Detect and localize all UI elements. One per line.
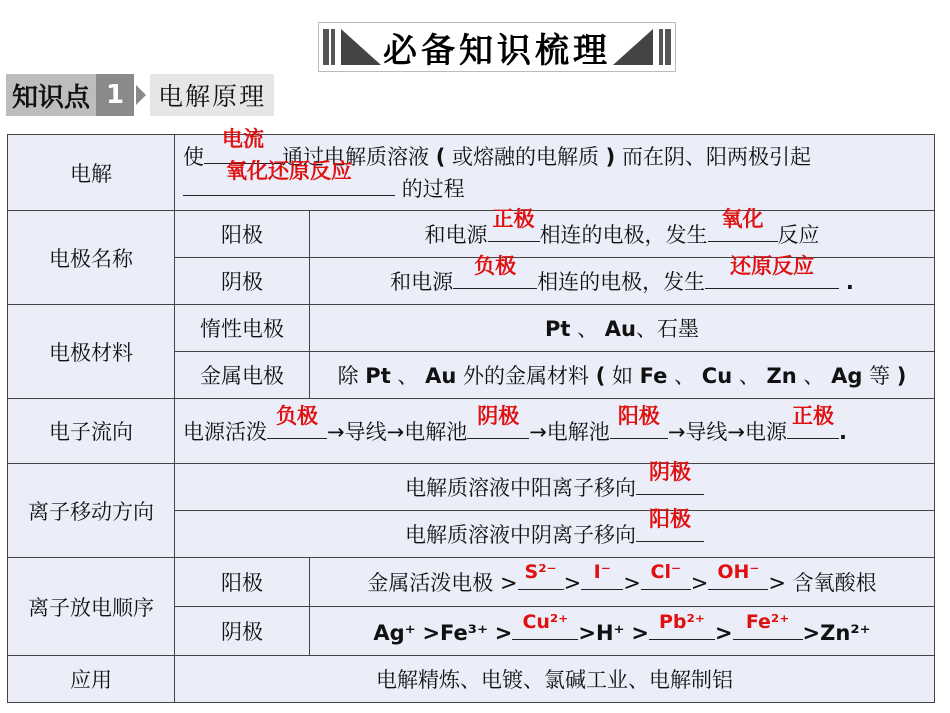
text: > [631, 621, 649, 645]
text: Fe [639, 364, 668, 388]
text: →导线→电源 [667, 420, 788, 444]
answer: 阳极 [617, 404, 660, 428]
text: 和电源 [424, 223, 488, 247]
text: 电解质溶液中阴离子移向 [405, 523, 636, 547]
answer-blank [733, 611, 803, 640]
text: 相连的电极，发生 [539, 223, 708, 247]
banner-title: 必备知识梳理 [383, 30, 611, 71]
answer: 电流 [222, 126, 264, 151]
answer: 阴极 [649, 460, 691, 484]
text: 电源活泼 [183, 420, 267, 444]
text: Au [604, 317, 636, 341]
text: > [563, 571, 582, 595]
text: > [494, 621, 513, 645]
answer: 阳极 [649, 507, 691, 531]
text: 除 [337, 364, 359, 388]
text: Ag⁺ [373, 621, 416, 645]
answer-blank [649, 611, 715, 640]
table-row [8, 305, 935, 352]
answer: Pb²⁺ [658, 611, 705, 633]
banner-right-bar [665, 29, 671, 65]
row-header: 电极名称 [8, 211, 175, 305]
content-cell [310, 607, 935, 656]
kp-label: 知识点 [6, 74, 96, 116]
answer: 负极 [474, 254, 517, 278]
row-header: 电子流向 [8, 399, 175, 464]
content-cell [310, 558, 935, 607]
banner-left-bar [323, 29, 329, 65]
banner-right-triangle [613, 29, 653, 65]
paren: ( [595, 364, 606, 388]
sub-header: 惰性电极 [175, 305, 310, 352]
content-cell [310, 352, 935, 399]
row-header: 离子移动方向 [8, 464, 175, 558]
text: 、 [738, 364, 760, 388]
kp-arrow-icon [136, 85, 146, 105]
answer-blank [581, 561, 623, 590]
period: . [839, 420, 847, 444]
banner-right-bar-thin [659, 29, 663, 65]
banner-left-triangle [341, 29, 381, 65]
answer-blank [488, 207, 540, 242]
answer: 氧化还原反应 [226, 158, 352, 183]
text: Pt [544, 317, 571, 341]
answer-blank [518, 561, 564, 590]
text: 、 [674, 364, 696, 388]
answer: 阴极 [477, 404, 520, 428]
sub-header: 阳极 [175, 558, 310, 607]
text: 、 [397, 364, 419, 388]
text: 电解质溶液中阳离子移向 [405, 476, 636, 500]
text: 相连的电极，发生 [537, 270, 706, 294]
answer: Fe²⁺ [745, 611, 790, 633]
table-row [8, 399, 935, 464]
content-cell [175, 399, 935, 464]
text: 、 [577, 317, 599, 341]
answer: OH⁻ [717, 561, 760, 583]
text: Cu [701, 364, 733, 388]
content-cell [310, 305, 935, 352]
text: Ag [831, 364, 863, 388]
table-row [8, 135, 935, 211]
text: 金属活泼电极 > [367, 571, 518, 595]
definition-cell [175, 126, 935, 211]
answer-blank [641, 561, 691, 590]
sub-header: 阴极 [175, 258, 310, 305]
text: 外的金属材料 [463, 364, 589, 388]
text: > [714, 621, 733, 645]
text: >Zn²⁺ [802, 621, 871, 645]
answer: 负极 [276, 404, 318, 428]
answer-blank [512, 611, 578, 640]
answer: 氧化 [721, 207, 764, 231]
answer-blank [705, 254, 839, 289]
kp-title: 电解原理 [150, 74, 274, 116]
text: Au [425, 364, 457, 388]
kp-number: 1 [96, 74, 134, 116]
text: >Fe³⁺ [422, 621, 489, 645]
row-header: 电极材料 [8, 305, 175, 399]
text: 通过电解质溶液 [282, 144, 429, 169]
text: 、石墨 [636, 317, 699, 341]
answer-blank [610, 404, 668, 439]
table-row [8, 558, 935, 607]
text: 、 [803, 364, 825, 388]
content-cell [175, 507, 935, 558]
row-header: 离子放电顺序 [8, 558, 175, 656]
sub-header: 阳极 [175, 211, 310, 258]
text: →导线→电解池 [327, 420, 468, 444]
content-cell [175, 460, 935, 511]
answer-blank [787, 404, 839, 439]
answer-blank [467, 404, 529, 439]
text: 而在阴、阳两极引起 [621, 144, 811, 169]
text: Zn [766, 364, 797, 388]
text: 的过程 [401, 176, 465, 201]
electrolysis-table [7, 126, 935, 703]
answer-blank [183, 158, 395, 196]
text: > [623, 571, 641, 595]
text: Pt [365, 364, 391, 388]
text: > [690, 571, 709, 595]
banner-left-bar-thin [331, 29, 335, 65]
answer: 正极 [792, 404, 835, 428]
text: 或熔融的电解质 [451, 144, 599, 169]
row-header: 电解 [8, 135, 175, 211]
content-cell: 电解精炼、电镀、氯碱工业、电解制铝 [175, 656, 935, 703]
content-cell [310, 254, 935, 305]
text: >H⁺ [578, 621, 625, 645]
paren: ) [605, 144, 616, 169]
paren: ) [896, 364, 907, 388]
paren: ( [435, 144, 446, 169]
answer: 还原反应 [730, 254, 815, 278]
text: > 含氧酸根 [768, 571, 877, 595]
knowledge-point-header [6, 74, 274, 116]
text: 和电源 [390, 270, 454, 294]
answer: 正极 [492, 207, 535, 231]
answer-blank [708, 561, 768, 590]
answer-blank [636, 507, 704, 542]
sub-header: 金属电极 [175, 352, 310, 399]
answer-blank [708, 207, 778, 242]
answer: I⁻ [593, 561, 611, 583]
answer: Cu²⁺ [522, 611, 569, 633]
table-row [8, 464, 935, 511]
answer-blank [636, 460, 704, 495]
text: 如 [611, 364, 633, 388]
text: →电解池 [529, 420, 610, 444]
answer: Cl⁻ [650, 561, 682, 583]
period: . [845, 270, 854, 294]
answer-blank [267, 404, 327, 439]
row-header: 应用 [8, 656, 175, 703]
answer: S²⁻ [524, 561, 557, 583]
text: 等 [869, 364, 891, 388]
content-cell [310, 207, 935, 258]
text: 使 [183, 144, 204, 169]
section-banner [318, 22, 676, 72]
sub-header: 阴极 [175, 607, 310, 656]
answer-blank [453, 254, 537, 289]
text: 反应 [777, 223, 820, 247]
table-row [8, 656, 935, 703]
